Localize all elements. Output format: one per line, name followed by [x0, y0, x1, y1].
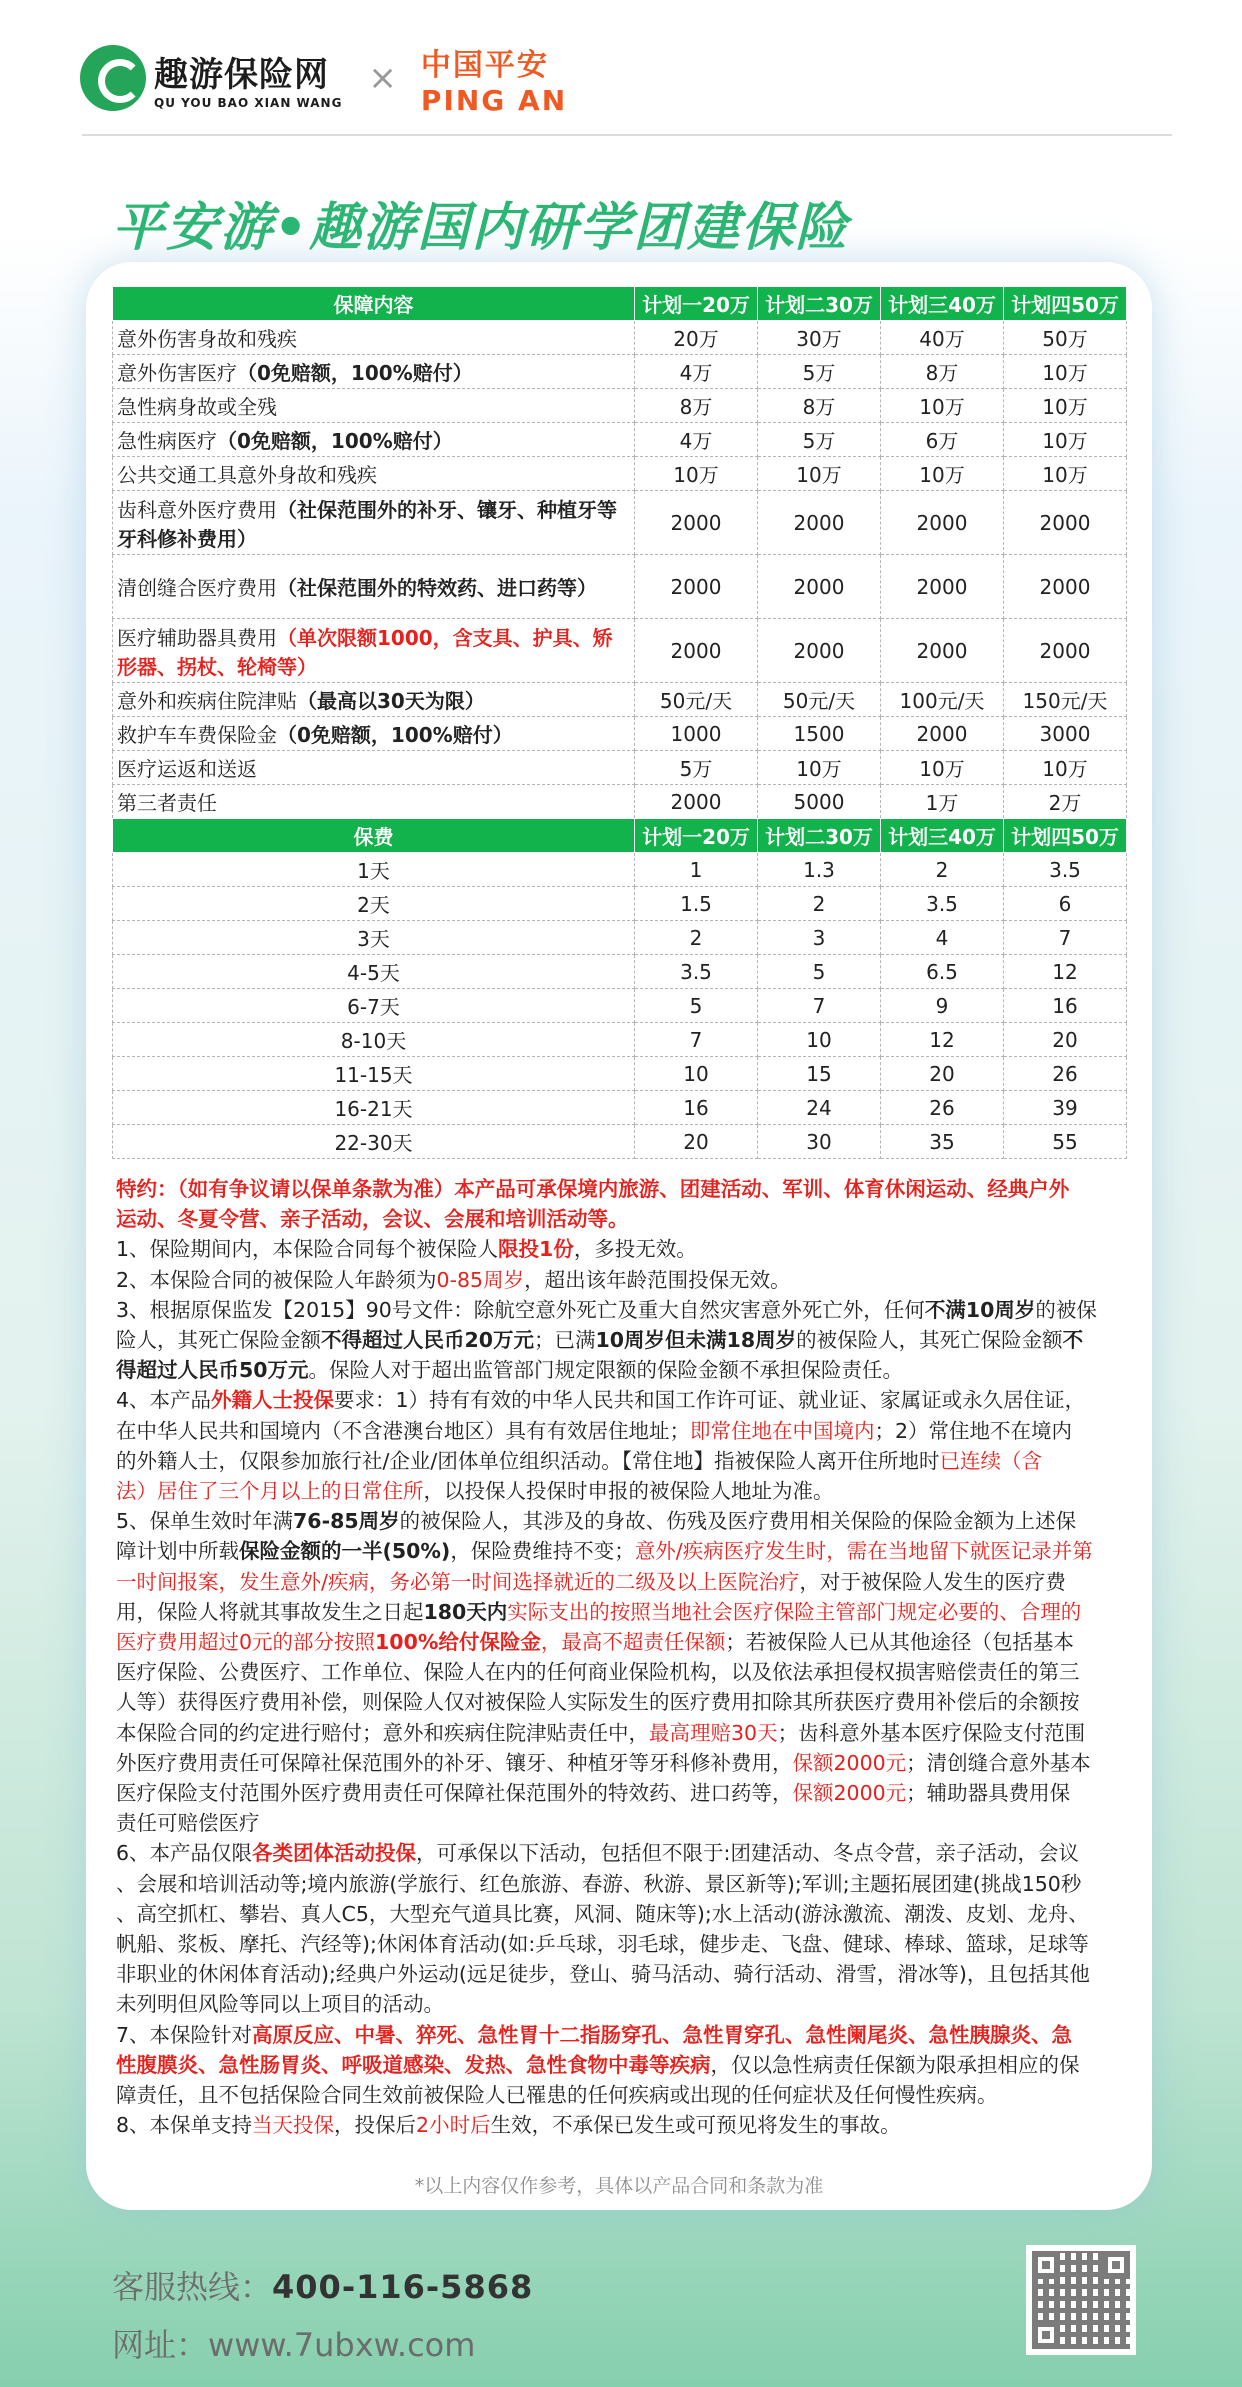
terms-line	[116, 2020, 1128, 2050]
coverage-item-note: （0免赔额，100%赔付）	[277, 723, 513, 747]
coverage-row	[113, 785, 1127, 819]
insurance-table	[112, 286, 1127, 1159]
premium-row	[113, 887, 1127, 921]
premium-value: 9	[881, 989, 1004, 1023]
terms-text: ；已满	[534, 1328, 596, 1353]
terms-text: 5、保单生效时年满	[116, 1509, 294, 1534]
terms-text: 2、本保险合同的被保险人年龄须为	[116, 1267, 437, 1292]
terms-text: 生效，不承保已发生或可预见将发生的事故。	[490, 2113, 901, 2138]
terms-line	[116, 1959, 1128, 1989]
premium-days: 8-10天	[113, 1023, 635, 1057]
coverage-item	[113, 785, 635, 819]
coverage-item-note: （社保范围外的补牙、镶牙、种植牙等牙科修补费用）	[117, 497, 617, 551]
coverage-row	[113, 321, 1127, 355]
coverage-value: 10万	[1004, 423, 1127, 457]
premium-value: 26	[1004, 1057, 1127, 1091]
coverage-item	[113, 555, 635, 619]
coverage-item	[113, 355, 635, 389]
premium-value: 2	[758, 887, 881, 921]
coverage_table-header-cell: 保障内容	[113, 287, 635, 321]
coverage-value: 1500	[758, 717, 881, 751]
coverage-value: 10万	[1004, 355, 1127, 389]
terms-text: 保险金额的一半(50%)	[239, 1539, 451, 1564]
terms-text: 的被保险人，其死亡保险金额	[796, 1328, 1063, 1353]
qr-code-icon[interactable]	[1026, 2245, 1136, 2355]
terms-line	[116, 1808, 1128, 1838]
terms-line	[116, 1204, 1128, 1234]
coverage-value: 8万	[881, 355, 1004, 389]
terms-text: ；若被保险人已从其他途径（包括基本	[725, 1630, 1074, 1655]
terms-line	[116, 1899, 1128, 1929]
coverage-item-name: 医疗辅助器具费用	[117, 625, 277, 650]
header-divider	[82, 134, 1172, 136]
terms-line	[116, 1325, 1128, 1355]
coverage-row	[113, 491, 1127, 555]
coverage-value: 20万	[635, 321, 758, 355]
terms-text: 不	[1062, 1328, 1084, 1353]
terms-text: 外医疗费用责任可保障社保范围外的补牙、镶牙、种植牙等牙科修补费用，	[116, 1750, 793, 1775]
coverage-item	[113, 751, 635, 785]
terms-line	[116, 1265, 1128, 1295]
coverage-item	[113, 423, 635, 457]
terms-text: ，超出该年龄范围投保无效。	[524, 1267, 791, 1292]
coverage-item	[113, 491, 635, 555]
terms-text: 的被保	[1035, 1297, 1097, 1322]
coverage-value: 150元/天	[1004, 683, 1127, 717]
terms-text: ，最高不超责任保额	[540, 1630, 726, 1655]
coverage-value: 10万	[881, 751, 1004, 785]
premium-value: 30	[758, 1125, 881, 1159]
coverage-item	[113, 683, 635, 717]
terms-text: 障责任，且不包括保险合同生效前被保险人已罹患的任何疾病或出现的任何症状及任何慢性疾病。	[116, 2083, 998, 2108]
premium_table-header-cell: 计划二30万	[758, 819, 881, 853]
terms-line	[116, 1536, 1128, 1566]
header	[80, 38, 1170, 118]
coverage-value: 8万	[635, 389, 758, 423]
premium-value: 20	[1004, 1023, 1127, 1057]
terms-line	[116, 1506, 1128, 1536]
terms-text: ，投保后	[334, 2113, 417, 2138]
coverage-value: 2000	[635, 785, 758, 819]
terms-line	[116, 1869, 1128, 1899]
quyou-logo-icon	[80, 45, 146, 111]
terms-line	[116, 1718, 1128, 1748]
terms-text: 医疗保险支付范围外医疗费用责任可保障社保范围外的特效药、进口药等，	[116, 1781, 793, 1806]
terms-text: 6、本产品仅限	[116, 1841, 253, 1866]
coverage_table-header-cell: 计划四50万	[1004, 287, 1127, 321]
hotline-row	[112, 2258, 533, 2316]
premium-days: 4-5天	[113, 955, 635, 989]
terms-line	[116, 1838, 1128, 1868]
terms-text: 性腹膜炎、急性肠胃炎、呼吸道感染、发热、急性食物中毒等疾病	[116, 2052, 711, 2077]
terms-text: 当天投保	[252, 2113, 335, 2138]
qr-pattern	[1032, 2251, 1130, 2349]
premium-value: 3.5	[881, 887, 1004, 921]
terms-text: 运动、冬夏令营、亲子活动，会议、会展和培训活动等。	[116, 1207, 629, 1232]
coverage-value: 5万	[758, 355, 881, 389]
terms-line	[116, 1234, 1128, 1264]
terms-text: 帆船、浆板、摩托、汽经等);休闲体育活动(如:乒乓球，羽毛球，健步走、飞盘、健球、棒球、篮球，足球等	[116, 1932, 1089, 1957]
coverage-item-name: 意外伤害身故和残疾	[117, 327, 297, 351]
terms-text: ，仅以急性病责任保额为限承担相应的保	[710, 2052, 1080, 2077]
terms-text: 未列明但风险等同以上项目的活动。	[116, 1992, 444, 2017]
terms-text: 100%给付保险金	[375, 1630, 541, 1655]
premium-row	[113, 1091, 1127, 1125]
terms-line	[116, 1174, 1128, 1204]
premium-row	[113, 1125, 1127, 1159]
premium_table-header-cell: 保费	[113, 819, 635, 853]
terms-text: 不满10周岁	[924, 1297, 1036, 1322]
coverage-value: 4万	[635, 423, 758, 457]
premium-value: 5	[635, 989, 758, 1023]
pingan-logo	[421, 40, 567, 117]
website-link[interactable]: www.7ubxw.com	[208, 2326, 476, 2364]
premium-value: 1	[635, 853, 758, 887]
coverage-value: 5万	[635, 751, 758, 785]
coverage-value: 4万	[635, 355, 758, 389]
premium-value: 16	[635, 1091, 758, 1125]
terms-line	[116, 2050, 1128, 2080]
qr-finder	[1032, 2321, 1060, 2349]
premium-days: 11-15天	[113, 1057, 635, 1091]
premium-value: 15	[758, 1057, 881, 1091]
website-row	[112, 2316, 533, 2374]
coverage-item	[113, 321, 635, 355]
coverage-value: 10万	[1004, 389, 1127, 423]
coverage-value: 6万	[881, 423, 1004, 457]
coverage-value: 2000	[758, 619, 881, 683]
footer	[112, 2258, 533, 2374]
terms-line	[116, 1778, 1128, 1808]
content-card	[86, 262, 1152, 2210]
coverage-value: 2000	[635, 555, 758, 619]
coverage-row	[113, 555, 1127, 619]
coverage-row	[113, 683, 1127, 717]
coverage-item-name: 急性病身故或全残	[117, 395, 277, 419]
terms-text: 、会展和培训活动等;境内旅游(学旅行、红色旅游、春游、秋游、景区新等);军训;主题拓展团建(挑战150秒	[116, 1871, 1082, 1896]
terms-text: 本保险合同的约定进行赔付；意外和疾病住院津贴责任中，	[116, 1720, 649, 1745]
terms-text: 法）居住了三个月以上的日常住所	[116, 1479, 424, 1504]
terms-text: ，以投保人投保时申报的被保险人地址为准。	[423, 1479, 834, 1504]
terms-text: 医疗费用超过0元的部分按照	[116, 1630, 376, 1655]
terms-line	[116, 1627, 1128, 1657]
premium_table-header-row	[113, 819, 1127, 853]
coverage-value: 50元/天	[758, 683, 881, 717]
terms-text: 3、根据原保监发【2015】90号文件：除航空意外死亡及重大自然灾害意外死亡外，任何	[116, 1297, 925, 1322]
premium_table-header-cell: 计划三40万	[881, 819, 1004, 853]
logo-en: QU YOU BAO XIAN WANG	[154, 95, 343, 110]
premium-value: 26	[881, 1091, 1004, 1125]
coverage-row	[113, 457, 1127, 491]
premium-row	[113, 921, 1127, 955]
terms-line	[116, 1748, 1128, 1778]
terms-text: 限投1份	[498, 1237, 574, 1262]
premium-value: 24	[758, 1091, 881, 1125]
premium-days: 2天	[113, 887, 635, 921]
terms-text: 一时间报案，发生意外/疾病，务必第一时间选择就近的二级及以上医院治疗	[116, 1569, 800, 1594]
terms-text: 保额2000元	[792, 1781, 907, 1806]
coverage-value: 10万	[881, 457, 1004, 491]
premium-value: 3.5	[635, 955, 758, 989]
terms-line	[116, 2110, 1128, 2140]
terms-text: 得超过人民币50万元	[116, 1358, 309, 1383]
terms-text: 180天内	[423, 1599, 508, 1624]
terms-line	[116, 2080, 1128, 2110]
coverage-row	[113, 717, 1127, 751]
coverage-value: 50元/天	[635, 683, 758, 717]
terms-text: 2小时后	[416, 2113, 491, 2138]
quyou-logo[interactable]	[154, 47, 342, 110]
terms-text: ；辅助器具费用保	[906, 1781, 1071, 1806]
coverage-value: 2万	[1004, 785, 1127, 819]
coverage-value: 1000	[635, 717, 758, 751]
terms-text: 、高空抓杠、攀岩、真人C5，大型充气道具比赛，风洞、随床等);水上活动(游泳激流、潮泼、皮划、龙舟、	[116, 1901, 1089, 1926]
coverage-item-name: 第三者责任	[117, 791, 217, 815]
terms-text: 4、本产品	[116, 1388, 212, 1413]
premium-value: 1.5	[635, 887, 758, 921]
premium-row	[113, 1057, 1127, 1091]
premium-value: 7	[1004, 921, 1127, 955]
terms-line	[116, 1567, 1128, 1597]
coverage-value: 10万	[881, 389, 1004, 423]
premium-value: 2	[635, 921, 758, 955]
coverage-item-note: （社保范围外的特效药、进口药等）	[277, 576, 597, 600]
coverage-item-note: （0免赔额，100%赔付）	[217, 429, 453, 453]
premium-value: 16	[1004, 989, 1127, 1023]
coverage-item-note: （0免赔额，100%赔付）	[237, 361, 473, 385]
qr-finder	[1032, 2251, 1060, 2279]
coverage-row	[113, 619, 1127, 683]
terms-text: 10周岁但未满18周岁	[595, 1328, 797, 1353]
coverage-value: 100元/天	[881, 683, 1004, 717]
terms-text: ；清创缝合意外基本	[906, 1750, 1091, 1775]
premium-days: 1天	[113, 853, 635, 887]
premium-value: 4	[881, 921, 1004, 955]
coverage-item-note: （最高以30天为限）	[297, 689, 485, 713]
coverage-value: 10万	[758, 751, 881, 785]
website-label: 网址：	[112, 2326, 209, 2364]
terms-line	[116, 1446, 1128, 1476]
hotline-number[interactable]: 400-116-5868	[272, 2268, 534, 2306]
coverage-value: 2000	[1004, 491, 1127, 555]
coverage-value: 40万	[881, 321, 1004, 355]
coverage-value: 5000	[758, 785, 881, 819]
coverage-item-name: 意外和疾病住院津贴	[117, 689, 297, 713]
premium-value: 20	[881, 1057, 1004, 1091]
terms-text: 1、保险期间内，本保险合同每个被保险人	[116, 1237, 499, 1262]
terms-text: 人等）获得医疗费用补偿，则保险人仅对被保险人实际发生的医疗费用扣除其所获医疗费用补偿后的余额按	[116, 1690, 1080, 1715]
coverage-item	[113, 717, 635, 751]
coverage-item-name: 救护车车费保险金	[117, 723, 277, 747]
coverage-row	[113, 751, 1127, 785]
terms-text: 的外籍人士，仅限参加旅行社/企业/团体单位组织活动。【常住地】指被保险人离开住所地时	[116, 1448, 940, 1473]
premium-value: 6.5	[881, 955, 1004, 989]
coverage-value: 2000	[635, 491, 758, 555]
terms-text: 要求：1）持有有效的中华人民共和国工作许可证、就业证、家属证或永久居住证，	[334, 1388, 1086, 1413]
coverage-value: 2000	[758, 555, 881, 619]
premium-value: 55	[1004, 1125, 1127, 1159]
premium-value: 10	[758, 1023, 881, 1057]
terms-line	[116, 1385, 1128, 1415]
terms-text: 的被保险人，其涉及的身故、伤残及医疗费用相关保险的保险金额为上述保	[399, 1509, 1077, 1534]
premium-value: 20	[635, 1125, 758, 1159]
terms-text: 高原反应、中暑、猝死、急性胃十二指肠穿孔、急性胃穿孔、急性阑尾炎、急性胰腺炎、急	[252, 2022, 1073, 2047]
coverage-value: 10万	[1004, 457, 1127, 491]
hotline-label: 客服热线：	[112, 2268, 273, 2306]
premium-days: 16-21天	[113, 1091, 635, 1125]
terms-text: ，多投无效。	[573, 1237, 697, 1262]
terms-text: 医疗保险、公费医疗、工作单位、保险人在内的任何商业保险机构，以及依法承担侵权损害赔偿责任的第三	[116, 1660, 1080, 1685]
times-icon: ×	[368, 58, 397, 98]
premium-row	[113, 1023, 1127, 1057]
terms-line	[116, 1597, 1128, 1627]
terms-text: 已连续（含	[939, 1448, 1043, 1473]
terms-text: 7、本保险针对	[116, 2022, 253, 2047]
terms-text: 障计划中所载	[116, 1539, 239, 1564]
terms-line	[116, 1416, 1128, 1446]
coverage-value: 2000	[881, 555, 1004, 619]
terms-line	[116, 1476, 1128, 1506]
premium-value: 7	[635, 1023, 758, 1057]
coverage_table-header-cell: 计划一20万	[635, 287, 758, 321]
terms-line	[116, 1989, 1128, 2019]
terms-line	[116, 1929, 1128, 1959]
premium-value: 12	[1004, 955, 1127, 989]
coverage-value: 2000	[758, 491, 881, 555]
logo-cn: 趣游保险网	[154, 54, 329, 95]
premium-value: 35	[881, 1125, 1004, 1159]
terms-text: 责任可赔偿医疗	[116, 1811, 260, 1836]
premium-row	[113, 853, 1127, 887]
premium-row	[113, 989, 1127, 1023]
premium-value: 7	[758, 989, 881, 1023]
premium-value: 39	[1004, 1091, 1127, 1125]
page-title: 平安游•趣游国内研学团建保险	[112, 198, 850, 258]
premium-days: 22-30天	[113, 1125, 635, 1159]
coverage-value: 2000	[1004, 619, 1127, 683]
terms-text: 最高理赔30天	[649, 1720, 778, 1745]
coverage_table-header-cell: 计划二30万	[758, 287, 881, 321]
terms-text: ；齿科意外基本医疗保险支付范围	[777, 1720, 1086, 1745]
terms-line	[116, 1355, 1128, 1385]
terms-text: 在中华人民共和国境内（不含港澳台地区）具有有效居住地址；	[116, 1418, 690, 1443]
premium-value: 12	[881, 1023, 1004, 1057]
terms-text: 即常住地在中国境内	[690, 1418, 875, 1443]
terms-text: 各类团体活动投保	[252, 1841, 417, 1866]
premium-row	[113, 955, 1127, 989]
coverage-value: 2000	[881, 717, 1004, 751]
terms-text: 用，保险人将就其事故发生之日起	[116, 1599, 424, 1624]
terms-text: 8、本保单支持	[116, 2113, 253, 2138]
premium-value: 2	[881, 853, 1004, 887]
premium-value: 6	[1004, 887, 1127, 921]
terms-text: 。保险人对于超出监管部门规定限额的保险金额不承担保险责任。	[308, 1358, 904, 1383]
coverage_table-header-cell: 计划三40万	[881, 287, 1004, 321]
terms-text: 不得超过人民币20万元	[321, 1328, 535, 1353]
terms-line	[116, 1687, 1128, 1717]
premium_table-header-cell: 计划一20万	[635, 819, 758, 853]
terms-text: ；2）常住地不在境内	[874, 1418, 1073, 1443]
coverage-item	[113, 457, 635, 491]
coverage-value: 1万	[881, 785, 1004, 819]
coverage-row	[113, 389, 1127, 423]
pingan-cn: 中国平安	[420, 47, 549, 83]
terms-text: 意外/疾病医疗发生时，需在当地留下就医记录并第	[634, 1539, 1093, 1564]
terms-text: 外籍人士投保	[211, 1388, 335, 1413]
premium-value: 10	[635, 1057, 758, 1091]
premium-days: 6-7天	[113, 989, 635, 1023]
terms-text: ，对于被保险人发生的医疗费	[799, 1569, 1066, 1594]
premium-value: 3.5	[1004, 853, 1127, 887]
coverage-value: 50万	[1004, 321, 1127, 355]
terms-text: 0-85周岁	[436, 1267, 525, 1292]
terms-text: 特约：（如有争议请以保单条款为准）本产品可承保境内旅游、团建活动、军训、体育休闲运动、经典户外	[116, 1177, 1070, 1201]
coverage-value: 2000	[881, 491, 1004, 555]
coverage-item-name: 公共交通工具意外身故和残疾	[117, 463, 377, 487]
premium-value: 5	[758, 955, 881, 989]
coverage-item-name: 急性病医疗	[117, 429, 217, 453]
coverage-item	[113, 619, 635, 683]
coverage-item-note: （单次限额1000，含支具、护具、矫形器、拐杖、轮椅等）	[117, 625, 613, 679]
qr-finder	[1102, 2251, 1130, 2279]
coverage-value: 8万	[758, 389, 881, 423]
terms-text: 保额2000元	[792, 1750, 907, 1775]
pingan-en: PING AN	[420, 83, 568, 117]
terms-text: 险人，其死亡保险金额	[116, 1328, 321, 1353]
coverage-value: 2000	[1004, 555, 1127, 619]
coverage-item-name: 清创缝合医疗费用	[117, 576, 277, 600]
premium-value: 3	[758, 921, 881, 955]
premium_table-header-cell: 计划四50万	[1004, 819, 1127, 853]
coverage-value: 2000	[881, 619, 1004, 683]
terms-text: ，保险费维持不变；	[450, 1539, 635, 1564]
coverage-row	[113, 423, 1127, 457]
coverage-value: 10万	[1004, 751, 1127, 785]
terms-text: 76-85周岁	[293, 1509, 400, 1534]
terms-line	[116, 1657, 1128, 1687]
coverage-value: 10万	[635, 457, 758, 491]
disclaimer: *以上内容仅作参考，具体以产品合同和条款为准	[414, 2175, 824, 2197]
terms-text: ，可承保以下活动，包括但不限于:团建活动、冬点令营，亲子活动，会议	[416, 1841, 1079, 1866]
special-terms	[116, 1174, 1128, 2141]
coverage-item-name: 意外伤害医疗	[117, 361, 237, 385]
coverage-item-name: 医疗运返和送返	[117, 757, 257, 781]
coverage-value: 5万	[758, 423, 881, 457]
coverage-value: 30万	[758, 321, 881, 355]
coverage-value: 10万	[758, 457, 881, 491]
coverage-row	[113, 355, 1127, 389]
premium-days: 3天	[113, 921, 635, 955]
coverage-item	[113, 389, 635, 423]
coverage-item-name: 齿科意外医疗费用	[117, 497, 277, 522]
terms-line	[116, 1295, 1128, 1325]
terms-text: 非职业的休闲体育活动);经典户外运动(远足徒步，登山、骑马活动、骑行活动、滑雪，滑冰等)，且包括其他	[116, 1962, 1090, 1987]
premium-value: 1.3	[758, 853, 881, 887]
coverage-value: 2000	[635, 619, 758, 683]
coverage-value: 3000	[1004, 717, 1127, 751]
coverage_table-header-row	[113, 287, 1127, 321]
terms-text: 实际支出的按照当地社会医疗保险主管部门规定必要的、合理的	[507, 1599, 1082, 1624]
